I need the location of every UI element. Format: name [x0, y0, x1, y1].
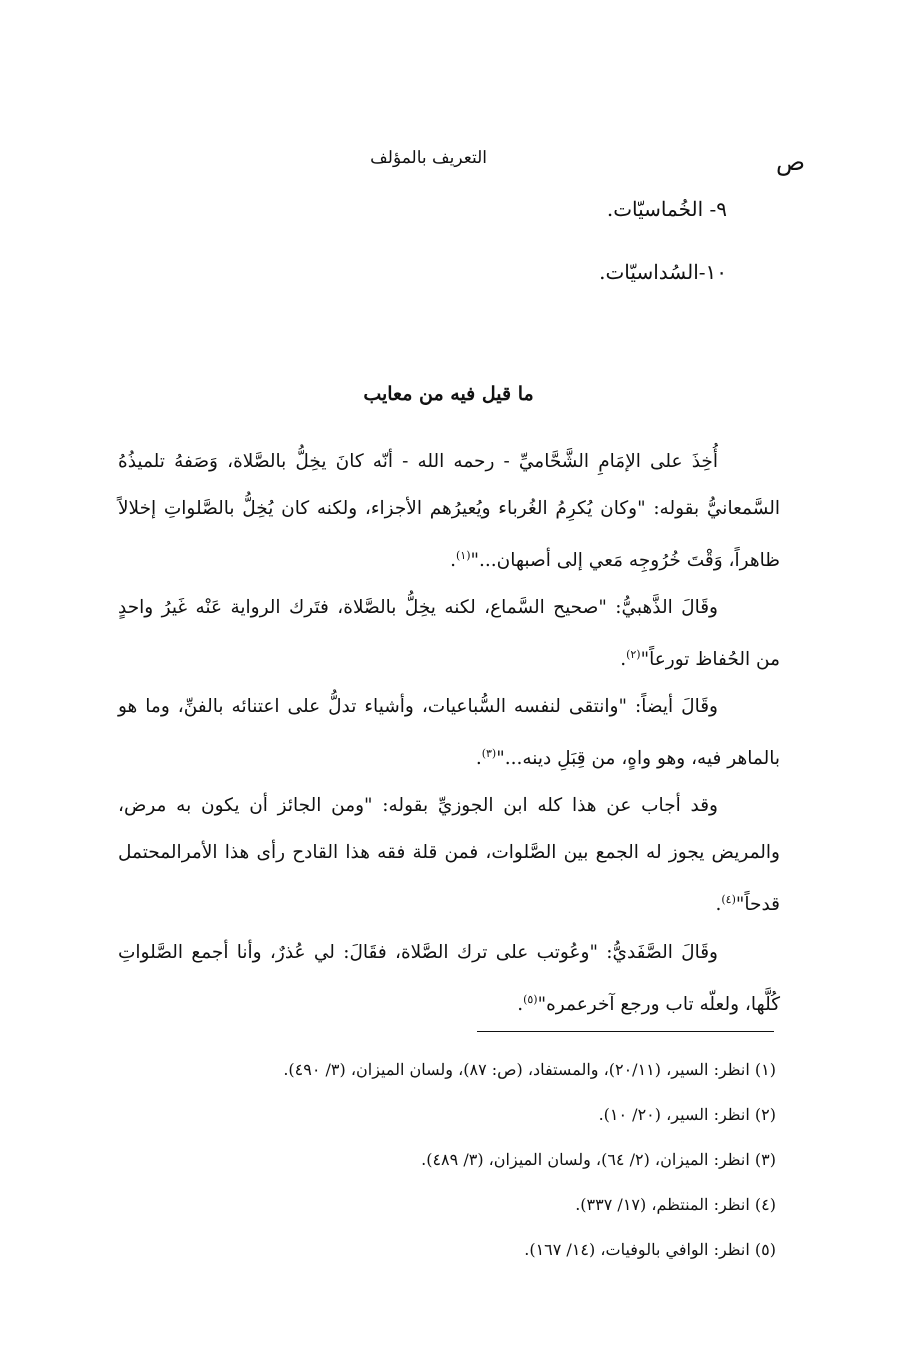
footnotes — [116, 1047, 776, 1272]
paragraph: أُخِذَ على الإمَامِ الشَّحَّاميِّ - رحمه الله - أنّه كانَ يخِلُّ بالصَّلاة، وَصَفهُ تلميذُهُ السَّمعانيُّ بقوله: "وكان يُكرِمُ الغُرباء ويُعيرُهم الأجزاء، ولكنه كان يُخِلُّ بالصَّلواتِ إخلالاً ظاهراً، وَقْتَ خُرُوجِه مَعي إلى أصبهان..."$^{(١)}$. — [118, 451, 780, 572]
section-title: ما قيل فيه من معايب — [363, 383, 534, 405]
footnote: (٤) انظر: المنتظم، (١٧/ ٣٣٧). — [575, 1195, 776, 1214]
paragraph-text: وقَالَ أيضاً: "وانتقى لنفسه السُّباعيات، وأشياء تدلُّ على اعتنائه بالفنِّ، وما هو بالماهر فيه، وهو واهٍ، من قِبَلِ دينه..." — [118, 696, 780, 770]
body-text — [118, 438, 780, 1028]
paragraph-text: وقد أجاب عن هذا كله ابن الجوزيِّ بقوله: "ومن الجائز أن يكون به مرض، والمريض يجوز له الجمع بين الصَّلوات، فمن قلة فقه هذا القادح رأى هذا الأمرالمحتمل قدحاً" — [118, 795, 780, 916]
paragraph: وقَالَ أيضاً: "وانتقى لنفسه السُّباعيات، وأشياء تدلُّ على اعتنائه بالفنِّ، وما هو بالماهر فيه، وهو واهٍ، من قِبَلِ دينه..."$^{(٣)}$. — [118, 696, 780, 770]
footnote-ref: (٥) — [523, 992, 538, 1006]
footnote: (٢) انظر: السير، (٢٠/ ١٠). — [598, 1105, 776, 1124]
footnote-divider — [477, 1031, 774, 1032]
paragraph-text: أُخِذَ على الإمَامِ الشَّحَّاميِّ - رحمه الله - أنّه كانَ يخِلُّ بالصَّلاة، وَصَفهُ تلميذُهُ السَّمعانيُّ بقوله: "وكان يُكرِمُ الغُرباء ويُعيرُهم الأجزاء، ولكنه كان يُخِلُّ بالصَّلواتِ إخلالاً ظاهراً، وَقْتَ خُرُوجِه مَعي إلى أصبهان..." — [118, 451, 780, 572]
footnote: (٥) انظر: الوافي بالوفيات، (١٤/ ١٦٧). — [524, 1240, 776, 1259]
footnote-ref: (٢) — [626, 648, 641, 662]
paragraph: وقد أجاب عن هذا كله ابن الجوزيِّ بقوله: "ومن الجائز أن يكون به مرض، والمريض يجوز له الجمع بين الصَّلوات، فمن قلة فقه هذا القادح رأى هذا الأمرالمحتمل قدحاً"$^{(٤)}$. — [118, 795, 780, 916]
paragraph: وقَالَ الصَّفَديُّ: "وعُوتب على ترك الصَّلاة، فقَالَ: لي عُذرٌ، وأنا أجمع الصَّلواتِ كُلَّها، ولعلّه تاب ورجع آخرعمره"$^{(٥)}$. — [118, 941, 780, 1015]
paragraph: وقَالَ الذَّهبيُّ: "صحيح السَّماع، لكنه يخِلُّ بالصَّلاة، فتَرك الرواية عَنْه غَيرُ واحدٍ من الحُفاظ تورعاً"$^{(٢)}$. — [118, 597, 780, 671]
footnote: (١) انظر: السير، (٢٠/١١)، والمستفاد، (ص: ٨٧)، ولسان الميزان، (٣/ ٤٩٠). — [283, 1060, 776, 1079]
paragraph-text: وقَالَ الذَّهبيُّ: "صحيح السَّماع، لكنه يخِلُّ بالصَّلاة، فتَرك الرواية عَنْه غَيرُ واحدٍ من الحُفاظ تورعاً" — [118, 597, 780, 671]
list-item: ١٠-السُداسيّات. — [599, 260, 727, 284]
paragraph-text: وقَالَ الصَّفَديُّ: "وعُوتب على ترك الصَّلاة، فقَالَ: لي عُذرٌ، وأنا أجمع الصَّلواتِ كُلَّها، ولعلّه تاب ورجع آخرعمره" — [118, 941, 780, 1015]
page-marker: ص — [775, 148, 805, 176]
footnote: (٣) انظر: الميزان، (٢/ ٦٤)، ولسان الميزان، (٣/ ٤٨٩). — [421, 1150, 776, 1169]
footnote-ref: (٣) — [481, 747, 497, 761]
list-item: ٩- الخُماسيّات. — [606, 197, 727, 221]
footnote-ref: (٤) — [721, 893, 736, 907]
footnote-ref: (١) — [455, 549, 471, 562]
running-header: التعريف بالمؤلف — [370, 148, 487, 168]
